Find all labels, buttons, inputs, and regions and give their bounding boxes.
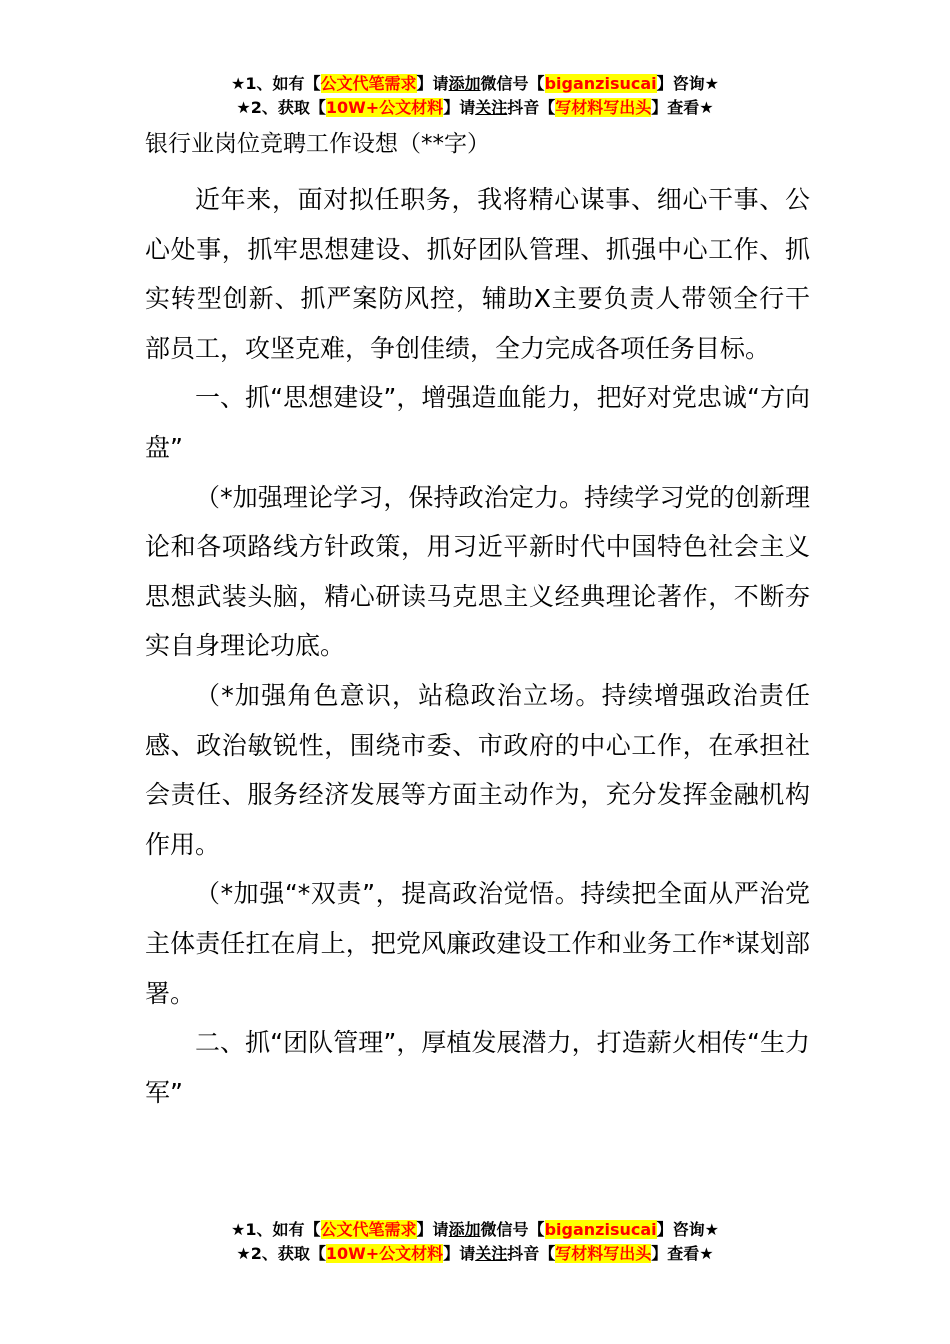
banner-text: 】请 — [443, 1244, 476, 1263]
section-heading-2: 二、抓“团队管理”，厚植发展潜力，打造薪火相传“生力军” — [145, 1028, 810, 1107]
banner-text: 】咨询★ — [656, 74, 719, 93]
banner-underline: 关注 — [475, 98, 508, 117]
banner-text: 微信号【 — [480, 74, 545, 93]
banner-highlight: 公文代笔需求 — [320, 1220, 417, 1239]
header-banner — [0, 72, 950, 120]
banner-line-2 — [0, 96, 950, 120]
document-body — [145, 126, 810, 1117]
banner-text: 】咨询★ — [656, 1220, 719, 1239]
banner-text: ★2、获取【 — [236, 98, 326, 117]
banner-text: ★1、如有【 — [231, 74, 321, 93]
banner-highlight: 10W+公文材料 — [325, 98, 444, 117]
banner-underline: 添加 — [448, 1220, 481, 1239]
paragraph-1-2: （*加强角色意识，站稳政治立场。持续增强政治责任感、政治敏锐性，围绕市委、市政府的中心工作，在承担社会责任、服务经济发展等方面主动作为，充分发挥金融机构作用。 — [145, 680, 810, 859]
banner-underline: 关注 — [475, 1244, 508, 1263]
paragraph-intro: 近年来，面对拟任职务，我将精心谋事、细心干事、公心处事，抓牢思想建设、抓好团队管理、抓强中心工作、抓实转型创新、抓严案防风控，辅助X主要负责人带领全行干部员工，攻坚克难，争创佳绩，全力完成各项任务目标。 — [145, 185, 810, 363]
banner-text: 】查看★ — [651, 98, 714, 117]
banner-text: ★1、如有【 — [231, 1220, 321, 1239]
banner-underline: 添加 — [448, 74, 481, 93]
paragraph-1-3: （*加强“*双责”，提高政治觉悟。持续把全面从严治党主体责任扛在肩上，把党风廉政建设工作和业务工作*谋划部署。 — [145, 879, 810, 1008]
banner-highlight: 写材料写出头 — [555, 1244, 652, 1263]
banner-text: 】查看★ — [651, 1244, 714, 1263]
banner-text: ★2、获取【 — [236, 1244, 326, 1263]
banner-text: 】请 — [416, 74, 449, 93]
footer-banner — [0, 1218, 950, 1266]
banner-text: 】请 — [443, 98, 476, 117]
banner-line-1 — [0, 72, 950, 96]
banner-highlight: 公文代笔需求 — [320, 74, 417, 93]
banner-text: 抖音【 — [507, 1244, 556, 1263]
banner-text: 微信号【 — [480, 1220, 545, 1239]
paragraph-1-1: （*加强理论学习，保持政治定力。持续学习党的创新理论和各项路线方针政策，用习近平新时代中国特色社会主义思想武装头脑，精心研读马克思主义经典理论著作，不断夯实自身理论功底。 — [145, 482, 810, 661]
banner-highlight: biganzisucai — [544, 1220, 657, 1239]
banner-line-1 — [0, 1218, 950, 1242]
section-heading-1: 一、抓“思想建设”，增强造血能力，把好对党忠诚“方向盘” — [145, 383, 810, 462]
banner-text: 抖音【 — [507, 98, 556, 117]
banner-text: 】请 — [416, 1220, 449, 1239]
banner-line-2 — [0, 1242, 950, 1266]
banner-highlight: biganzisucai — [544, 74, 657, 93]
document-title: 银行业岗位竞聘工作设想（**字） — [145, 131, 490, 157]
banner-highlight: 写材料写出头 — [555, 98, 652, 117]
banner-highlight: 10W+公文材料 — [325, 1244, 444, 1263]
